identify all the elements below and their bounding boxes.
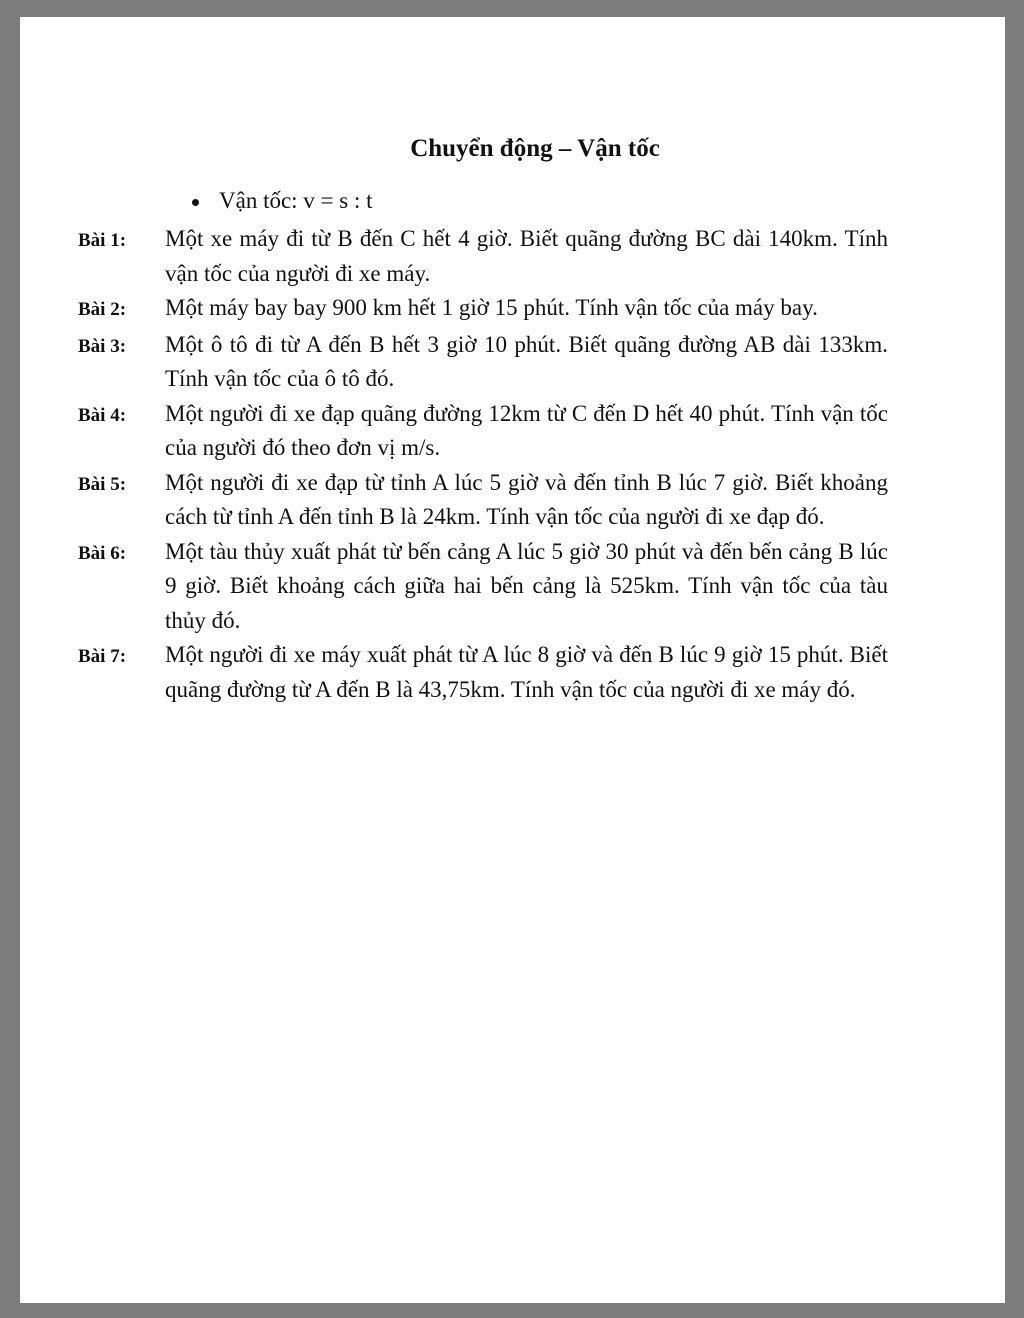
formula-text: Vận tốc: v = s : t: [219, 188, 373, 213]
document-page: [20, 17, 1005, 1303]
problem-label: Bài 1:: [78, 230, 127, 251]
problem-text: Một xe máy đi từ B đến C hết 4 giờ. Biết quãng đường BC dài 140km. Tính vận tốc của người đi xe máy.: [165, 226, 888, 286]
problem-text: Một ô tô đi từ A đến B hết 3 giờ 10 phút. Biết quãng đường AB dài 133km. Tính vận tốc của ô tô đó.: [165, 331, 888, 391]
problem-item: [78, 328, 888, 397]
problem-item: [78, 291, 888, 328]
problem-item: [78, 466, 888, 535]
problem-item: [78, 638, 888, 707]
problem-item: [78, 535, 888, 639]
problem-text: Một người đi xe đạp từ tỉnh A lúc 5 giờ và đến tỉnh B lúc 7 giờ. Biết khoảng cách từ tỉnh A đến tỉnh B là 24km. Tính vận tốc của người đi xe đạp đó.: [165, 469, 888, 529]
problem-label: Bài 6:: [78, 542, 127, 564]
problem-label: Bài 7:: [78, 646, 127, 667]
problem-text: Một người đi xe máy xuất phát từ A lúc 8 giờ và đến B lúc 9 giờ 15 phút. Biết quãng đường từ A đến B là 43,75km. Tính vận tốc của người đi xe máy đó.: [165, 642, 888, 702]
problem-item: [78, 397, 888, 466]
problem-label: Bài 5:: [78, 473, 127, 495]
problem-label: Bài 2:: [78, 299, 127, 320]
problem-item: [78, 222, 888, 291]
problem-label: Bài 4:: [78, 404, 127, 426]
document-title: Chuyển động – Vận tốc: [410, 135, 660, 162]
formula-bullet: [192, 188, 373, 214]
problem-text: Một người đi xe đạp quãng đường 12km từ C đến D hết 40 phút. Tính vận tốc của người đó theo đơn vị m/s.: [165, 400, 888, 460]
problem-text: Một máy bay bay 900 km hết 1 giờ 15 phút. Tính vận tốc của máy bay.: [165, 295, 818, 320]
problem-label: Bài 3:: [78, 335, 127, 357]
problem-list: [78, 222, 888, 707]
bullet-icon: [192, 199, 199, 206]
problem-text: Một tàu thủy xuất phát từ bến cảng A lúc 5 giờ 30 phút và đến bến cảng B lúc 9 giờ. Biết khoảng cách giữa hai bến cảng là 525km. Tính vận tốc của tàu thủy đó.: [165, 538, 888, 633]
